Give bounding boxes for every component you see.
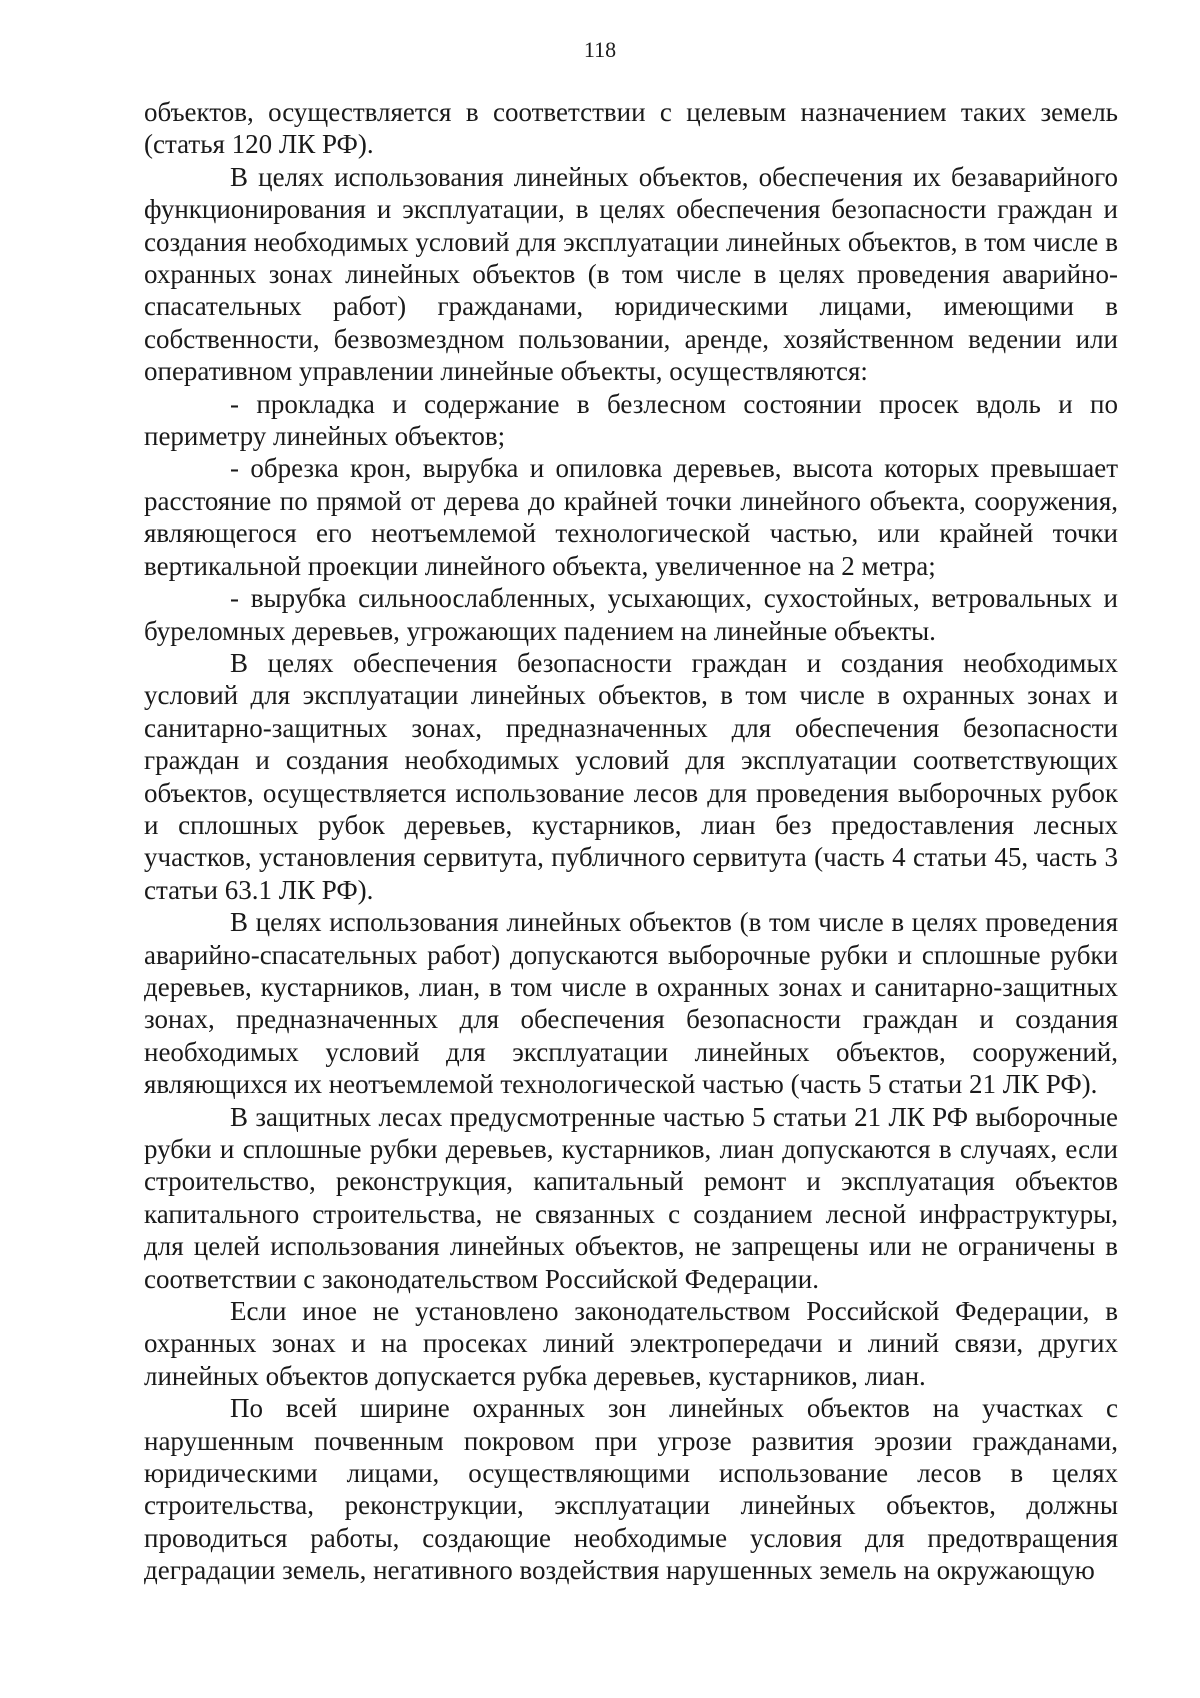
paragraph-5: - вырубка сильноослабленных, усыхающих, сухостойных, ветровальных и буреломных деревьев, угрожающих падением на линейные объекты. bbox=[144, 583, 1118, 646]
paragraph-1: объектов, осуществляется в соответствии с целевым назначением таких земель (статья 120 ЛК РФ). bbox=[144, 97, 1118, 160]
paragraph-4: - обрезка крон, вырубка и опиловка деревьев, высота которых превышает расстояние по прямой от дерева до крайней точки линейного объекта, сооружения, являющегося его неотъемлемой технологической частью, или крайней точки вертикальной проекции линейного объекта, увеличенное на 2 метра; bbox=[144, 453, 1118, 581]
paragraph-8: В защитных лесах предусмотренные частью 5 статьи 21 ЛК РФ выборочные рубки и сплошные рубки деревьев, кустарников, лиан допускаются в случаях, если строительство, реконструкция, капитальный ремонт и эксплуатация объектов капитального строительства, не связанных с созданием лесной инфраструктуры, для целей использования линейных объектов, не запрещены или не ограничены в соответствии с законодательством Российской Федерации. bbox=[144, 1101, 1118, 1294]
paragraph-7: В целях использования линейных объектов (в том числе в целях проведения аварийно-спасательных работ) допускаются выборочные рубки и сплошные рубки деревьев, кустарников, лиан, в том числе в охранных зонах и санитарно-защитных зонах, предназначенных для обеспечения безопасности граждан и создания необходимых условий для эксплуатации линейных объектов, сооружений, являющихся их неотъемлемой технологической частью (часть 5 статьи 21 ЛК РФ). bbox=[144, 907, 1118, 1100]
document-body bbox=[144, 96, 1118, 1587]
paragraph-6: В целях обеспечения безопасности граждан и создания необходимых условий для эксплуатации линейных объектов, в том числе в охранных зонах и санитарно-защитных зонах, предназначенных для обеспечения безопасности граждан и создания необходимых условий для эксплуатации соответствующих объектов, осуществляется использование лесов для проведения выборочных рубок и сплошных рубок деревьев, кустарников, лиан без предоставления лесных участков, установления сервитута, публичного сервитута (часть 4 статьи 45, часть 3 статьи 63.1 ЛК РФ). bbox=[144, 647, 1118, 905]
paragraph-3: - прокладка и содержание в безлесном состоянии просек вдоль и по периметру линейных объектов; bbox=[144, 388, 1118, 452]
paragraph-9: Если иное не установлено законодательством Российской Федерации, в охранных зонах и на просеках линий электропередачи и линий связи, других линейных объектов допускается рубка деревьев, кустарников, лиан. bbox=[144, 1296, 1118, 1391]
paragraph-2: В целях использования линейных объектов, обеспечения их безаварийного функционирования и эксплуатации, в целях обеспечения безопасности граждан и создания необходимых условий для эксплуатации линейных объектов, в том числе в охранных зонах линейных объектов (в том числе в целях проведения аварийно-спасательных работ) гражданами, юридическими лицами, имеющими в собственности, безвозмездном пользовании, аренде, хозяйственном ведении или оперативном управлении линейные объекты, осуществляются: bbox=[144, 161, 1118, 387]
paragraph-10: По всей ширине охранных зон линейных объектов на участках с нарушенным почвенным покровом при угрозе развития эрозии гражданами, юридическими лицами, осуществляющими использование лесов в целях строительства, реконструкции, эксплуатации линейных объектов, должны проводиться работы, создающие необходимые условия для предотвращения деградации земель, негативного воздействия нарушенных земель на окружающую bbox=[144, 1393, 1118, 1586]
page-number: 118 bbox=[583, 37, 617, 62]
